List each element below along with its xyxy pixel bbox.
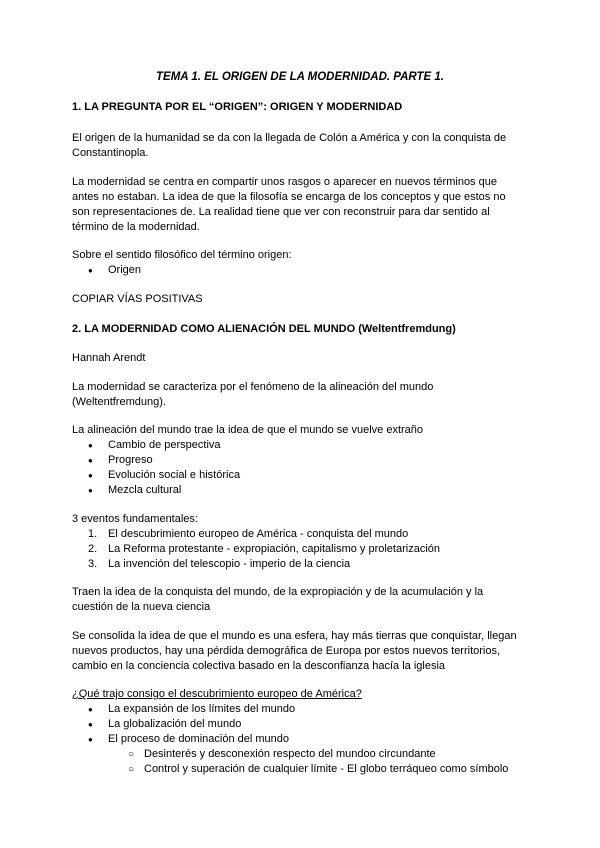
paragraph: Se consolida la idea de que el mundo es una esfera, hay más tierras que conquistar, llegan nuevos productos, hay una pérdida demográfica de Europa por estos nuevos territorios, cambio en la conciencia colectiva basado en la desconfianza hacía la iglesia bbox=[72, 630, 517, 672]
paragraph: Traen la idea de la conquista del mundo, de la expropiación y de la acumulación y la cuestión de la nueva ciencia bbox=[72, 586, 484, 613]
list-item: ● Cambio de perspectiva bbox=[72, 438, 542, 453]
page-title: TEMA 1. EL ORIGEN DE LA MODERNIDAD. PARTE 1. bbox=[156, 71, 444, 83]
list-item: 2. La Reforma protestante - expropiación, capitalismo y proletarización bbox=[88, 543, 440, 555]
bullet-icon bbox=[88, 717, 93, 732]
author-name: Hannah Arendt bbox=[72, 352, 146, 364]
bullet-list bbox=[72, 263, 542, 278]
list-item: ● Origen bbox=[72, 263, 542, 278]
list-item: ● El proceso de dominación del mundo bbox=[72, 732, 542, 747]
hollow-bullet-icon: ○ bbox=[128, 764, 135, 775]
list-item: ● Progreso bbox=[72, 453, 542, 468]
bullet-icon bbox=[88, 453, 93, 468]
paragraph: La alineación del mundo trae la idea de que el mundo se vuelve extraño bbox=[72, 424, 424, 436]
bullet-icon bbox=[88, 468, 93, 483]
paragraph: La modernidad se centra en compartir unos rasgos o aparecer en nuevos términos que antes no estaban. La idea de que la filosofía se encarga de los conceptos y que estos no son representaciones de. La realidad tiene que ver con reconstruir para dar sentido al término de la modernidad. bbox=[72, 176, 506, 233]
paragraph: 3 eventos fundamentales: bbox=[72, 513, 198, 525]
list-item: ● Evolución social e histórica bbox=[72, 468, 542, 483]
list-item: 3. La invención del telescopio - imperio de la ciencia bbox=[88, 558, 351, 570]
bullet-icon bbox=[88, 263, 93, 278]
bullet-list bbox=[72, 438, 542, 498]
paragraph: COPIAR VÍAS POSITIVAS bbox=[72, 293, 203, 305]
list-item: ● Mezcla cultural bbox=[72, 483, 542, 498]
section-2-heading: 2. LA MODERNIDAD COMO ALIENACIÓN DEL MUNDO (Weltentfremdung) bbox=[72, 323, 456, 335]
bullet-icon bbox=[88, 732, 93, 747]
list-item: ○ Desinterés y desconexión respecto del mundoo circundante bbox=[128, 748, 436, 760]
hollow-bullet-icon: ○ bbox=[128, 749, 135, 760]
bullet-icon bbox=[88, 483, 93, 498]
list-item: 1. El descubrimiento europeo de América - conquista del mundo bbox=[88, 528, 409, 540]
paragraph: El origen de la humanidad se da con la llegada de Colón a América y con la conquista de Constantinopla. bbox=[72, 132, 507, 159]
numbered-list bbox=[72, 527, 542, 572]
bullet-icon bbox=[88, 702, 93, 717]
bullet-list bbox=[72, 702, 542, 777]
list-item: ○ Control y superación de cualquier límite - El globo terráqueo como símbolo bbox=[128, 763, 509, 775]
paragraph: La modernidad se caracteriza por el fenómeno de la alineación del mundo (Weltentfremdung). bbox=[72, 381, 434, 408]
bullet-icon bbox=[88, 438, 93, 453]
list-item: ● La globalización del mundo bbox=[72, 717, 542, 732]
section-1-heading: 1. LA PREGUNTA POR EL “ORIGEN”: ORIGEN Y MODERNIDAD bbox=[72, 101, 403, 113]
subheading-question: ¿Qué trajo consigo el descubrimiento europeo de América? bbox=[72, 688, 362, 700]
list-item: ● La expansión de los límites del mundo bbox=[72, 702, 542, 717]
paragraph: Sobre el sentido filosófico del término origen: bbox=[72, 249, 292, 261]
